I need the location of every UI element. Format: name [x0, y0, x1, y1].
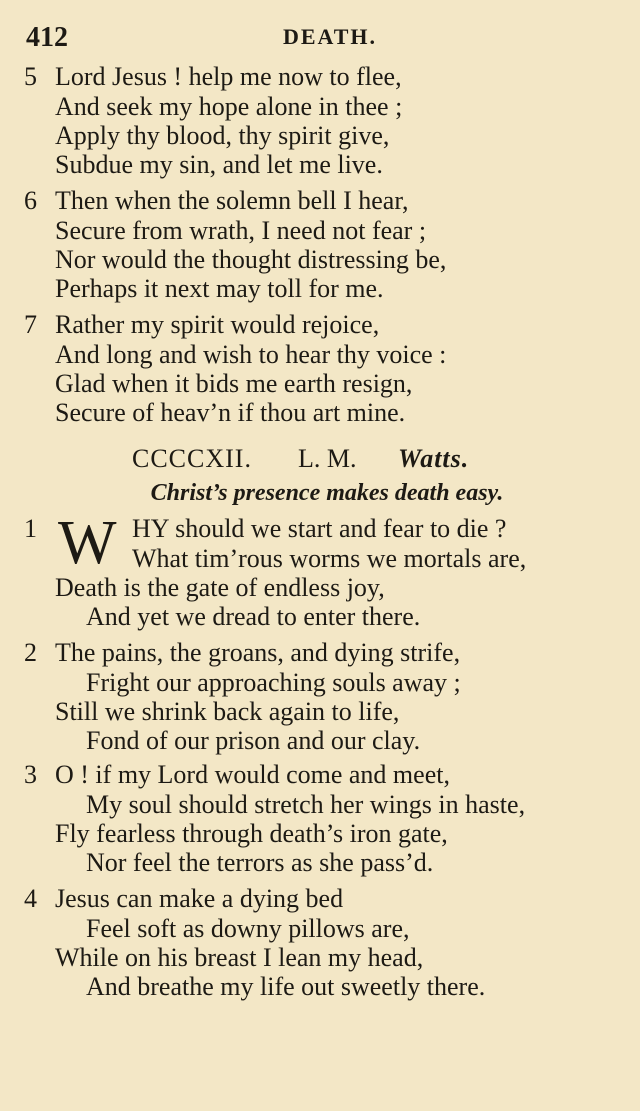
verse-line: Nor feel the terrors as she pass’d. — [86, 848, 434, 877]
page-number: 412 — [26, 22, 68, 53]
drop-cap: W — [58, 509, 117, 577]
verse-line: The pains, the groans, and dying strife, — [55, 638, 461, 667]
verse-line: Nor would the thought distressing be, — [55, 245, 447, 274]
hymn-meter: L. M. — [298, 444, 357, 473]
hymn-title: Christ’s presence makes death easy. — [150, 480, 504, 506]
hymn-author: Watts. — [398, 444, 470, 473]
verse-number: 3 — [24, 760, 37, 789]
verse-line: Fly fearless through death’s iron gate, — [55, 819, 448, 848]
verse-line: While on his breast I lean my head, — [55, 943, 424, 972]
verse-line: O ! if my Lord would come and meet, — [55, 760, 450, 789]
verse-line: Fright our approaching souls away ; — [86, 668, 461, 697]
verse-number: 7 — [24, 310, 37, 339]
verse-line: Fond of our prison and our clay. — [86, 726, 421, 755]
verse-line: And seek my hope alone in thee ; — [55, 92, 403, 121]
verse-line: Still we shrink back again to life, — [55, 697, 400, 726]
running-head: DEATH. — [282, 24, 378, 49]
verse-line: My soul should stretch her wings in haste, — [86, 790, 526, 819]
verse-line: HY should we start and fear to die ? — [132, 514, 507, 543]
verse-line: Apply thy blood, thy spirit give, — [55, 121, 390, 150]
verse-line: Glad when it bids me earth resign, — [55, 369, 413, 398]
hymn-number: CCCCXII. — [132, 444, 252, 473]
verse-line: And long and wish to hear thy voice : — [55, 340, 447, 369]
verse-line: Lord Jesus ! help me now to flee, — [55, 62, 402, 91]
verse-line: Jesus can make a dying bed — [55, 884, 344, 913]
verse-line: Perhaps it next may toll for me. — [55, 274, 384, 303]
verse-line: Death is the gate of endless joy, — [55, 573, 385, 602]
verse-line: Then when the solemn bell I hear, — [55, 186, 409, 215]
verse-number: 2 — [24, 638, 37, 667]
verse-number: 4 — [24, 884, 37, 913]
verse-line: And yet we dread to enter there. — [86, 602, 421, 631]
verse-line: Rather my spirit would rejoice, — [55, 310, 380, 339]
verse-line: Feel soft as downy pillows are, — [86, 914, 410, 943]
verse-number: 5 — [24, 62, 37, 91]
verse-line: And breathe my life out sweetly there. — [86, 972, 486, 1001]
hymn-heading — [0, 440, 640, 480]
verse-line: What tim’rous worms we mortals are, — [132, 544, 527, 573]
page-header — [0, 18, 640, 58]
verse-number: 6 — [24, 186, 37, 215]
verse-line: Secure from wrath, I need not fear ; — [55, 216, 427, 245]
verse-line: Secure of heav’n if thou art mine. — [55, 398, 406, 427]
verse-number: 1 — [24, 514, 37, 543]
verse-line: Subdue my sin, and let me live. — [55, 150, 383, 179]
